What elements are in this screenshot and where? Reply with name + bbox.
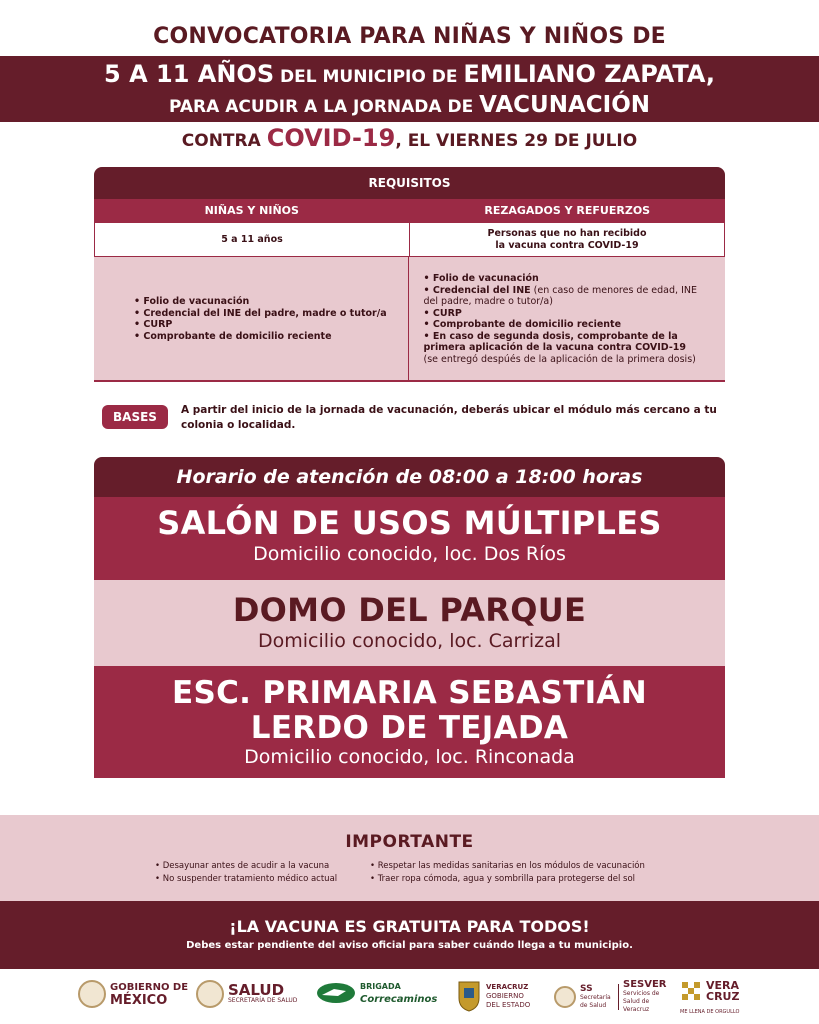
title-line-1: CONVOCATORIA PARA NIÑAS Y NIÑOS DE bbox=[153, 24, 666, 49]
eagle-seal-icon bbox=[78, 980, 106, 1008]
eagle-seal-icon bbox=[196, 980, 224, 1008]
location-name bbox=[94, 666, 725, 746]
free-vaccine-subtitle: Debes estar pendiente del aviso oficial para saber cuándo llega a tu municipio. bbox=[186, 940, 633, 951]
location-address: Domicilio conocido, loc. Carrizal bbox=[257, 630, 562, 652]
requirements-header-row bbox=[94, 199, 725, 223]
logo-text: GOBIERNO bbox=[486, 991, 524, 1000]
requirements-age-row bbox=[94, 223, 725, 256]
list-item: • Desayunar antes de acudir a la vacuna bbox=[155, 861, 330, 871]
location-name-line-1: ESC. PRIMARIA SEBASTIÁN bbox=[172, 675, 647, 711]
age-range: 5 A 11 AÑOS bbox=[104, 60, 275, 88]
logo-text: Secretaría de Salud bbox=[580, 994, 611, 1009]
list-item: • Credencial del INE del padre, madre o tutor/a bbox=[134, 307, 387, 319]
logo-text: SECRETARÍA DE SALUD bbox=[228, 996, 298, 1004]
requirements-docs-row bbox=[94, 256, 725, 381]
importante-right-list bbox=[370, 860, 645, 886]
flower-pattern-icon bbox=[680, 980, 702, 1002]
location-name: DOMO DEL PARQUE bbox=[232, 591, 587, 629]
roadrunner-icon bbox=[316, 981, 356, 1005]
bases-text: A partir del inicio de la jornada de vacunación, deberás ubicar el módulo más cercano a tu colonia o localidad. bbox=[181, 404, 717, 431]
list-item-bold: • En caso de segunda dosis, comprobante de la primera aplicación de la vacuna contra COVID-19 bbox=[423, 330, 687, 353]
salud-logo bbox=[196, 980, 297, 1008]
coat-of-arms-icon bbox=[456, 980, 482, 1012]
list-item: • Folio de vacunación bbox=[423, 273, 539, 284]
list-item-bold: • Credencial del INE bbox=[423, 284, 531, 296]
logo-text: CRUZ bbox=[706, 990, 740, 1003]
logo-text: Correcaminos bbox=[360, 994, 438, 1005]
vacunacion-word: VACUNACIÓN bbox=[479, 92, 651, 118]
brigada-correcaminos-logo bbox=[316, 980, 437, 1006]
list-item: • Comprobante de domicilio reciente bbox=[423, 319, 622, 330]
jornada-label: PARA ACUDIR A LA JORNADA DE bbox=[168, 97, 474, 117]
logos-bar bbox=[0, 975, 819, 1024]
logo-text: SALUD bbox=[228, 980, 285, 999]
schedule-header: Horario de atención de 08:00 a 18:00 horas bbox=[94, 457, 725, 497]
list-item: • CURP bbox=[423, 307, 462, 319]
list-item: • No suspender tratamiento médico actual bbox=[155, 874, 338, 884]
divider bbox=[618, 984, 619, 1010]
list-item: • Respetar las medidas sanitarias en los módulos de vacunación bbox=[370, 861, 645, 871]
title-line-4 bbox=[0, 124, 819, 152]
municipio-label: DEL MUNICIPIO DE bbox=[280, 67, 458, 87]
list-item-note: (se entregó despúés de la aplicación de la primera dosis) bbox=[423, 353, 696, 365]
location-name: SALÓN DE USOS MÚLTIPLES bbox=[157, 504, 662, 542]
veracruz-gobierno-logo bbox=[456, 980, 530, 1012]
location-address: Domicilio conocido, loc. Rinconada bbox=[244, 746, 575, 768]
location-card bbox=[94, 497, 725, 580]
logo-text: VERA bbox=[706, 979, 740, 992]
age-cell: 5 a 11 años bbox=[95, 223, 410, 256]
free-vaccine-title: ¡LA VACUNA ES GRATUITA PARA TODOS! bbox=[229, 917, 590, 936]
requirements-table bbox=[94, 167, 725, 381]
logo-text: SS bbox=[580, 984, 593, 994]
table-bottom-rule bbox=[94, 380, 725, 382]
logo-text: MÉXICO bbox=[110, 993, 168, 1008]
list-item: • CURP bbox=[134, 319, 173, 330]
list-item bbox=[424, 331, 698, 366]
list-item: • Traer ropa cómoda, agua y sombrilla para protegerse del sol bbox=[370, 874, 636, 884]
rezagados-line-1: Personas que no han recibido bbox=[487, 227, 647, 239]
contra-label: CONTRA bbox=[181, 131, 261, 151]
free-vaccine-banner bbox=[0, 901, 819, 969]
importante-title: IMPORTANTE bbox=[345, 832, 474, 852]
col-header-ninos: NIÑAS Y NIÑOS bbox=[204, 204, 299, 217]
rezagados-line-2: la vacuna contra COVID-19 bbox=[495, 239, 639, 251]
state-seal-icon bbox=[554, 986, 576, 1008]
list-item bbox=[424, 285, 698, 308]
municipio-name: EMILIANO ZAPATA, bbox=[463, 60, 715, 88]
bases-badge: BASES bbox=[102, 405, 168, 429]
logo-text: GOBIERNO DE bbox=[110, 982, 189, 993]
title-line-3 bbox=[0, 92, 819, 118]
logo-text: Servicios de Salud de Veracruz bbox=[623, 990, 660, 1013]
list-item: • Folio de vacunación bbox=[134, 296, 250, 307]
ss-sesver-logo bbox=[554, 980, 677, 1014]
logo-text: VERACRUZ bbox=[486, 982, 529, 991]
requirements-title: REQUISITOS bbox=[94, 167, 725, 199]
location-name-line-2: LERDO DE TEJADA bbox=[250, 710, 569, 746]
importante-band bbox=[0, 815, 819, 901]
location-card bbox=[94, 666, 725, 778]
logo-text: SESVER bbox=[623, 979, 667, 990]
list-item: • Comprobante de domicilio reciente bbox=[134, 330, 332, 342]
logo-text: DEL ESTADO bbox=[486, 1000, 531, 1009]
col-header-rezagados: REZAGADOS Y REFUERZOS bbox=[484, 204, 651, 217]
docs-rezagados bbox=[409, 257, 726, 381]
list-item-note: (en caso de menores de edad, INE del padre, madre o tutor/a) bbox=[423, 284, 697, 307]
covid-word: COVID-19 bbox=[266, 124, 396, 152]
rezagados-cell bbox=[410, 223, 724, 256]
title-line-2 bbox=[0, 60, 819, 88]
date-label: , EL VIERNES 29 DE JULIO bbox=[395, 131, 638, 151]
location-address: Domicilio conocido, loc. Dos Ríos bbox=[253, 543, 566, 565]
importante-left-list bbox=[155, 860, 337, 886]
docs-ninos bbox=[94, 257, 409, 381]
logo-text: BRIGADA bbox=[360, 982, 401, 991]
veracruz-orgullo-logo bbox=[680, 980, 739, 1002]
location-card bbox=[94, 580, 725, 666]
orgullo-tagline: ME LLENA DE ORGULLO bbox=[680, 1009, 740, 1015]
gobierno-mexico-logo bbox=[78, 980, 188, 1008]
